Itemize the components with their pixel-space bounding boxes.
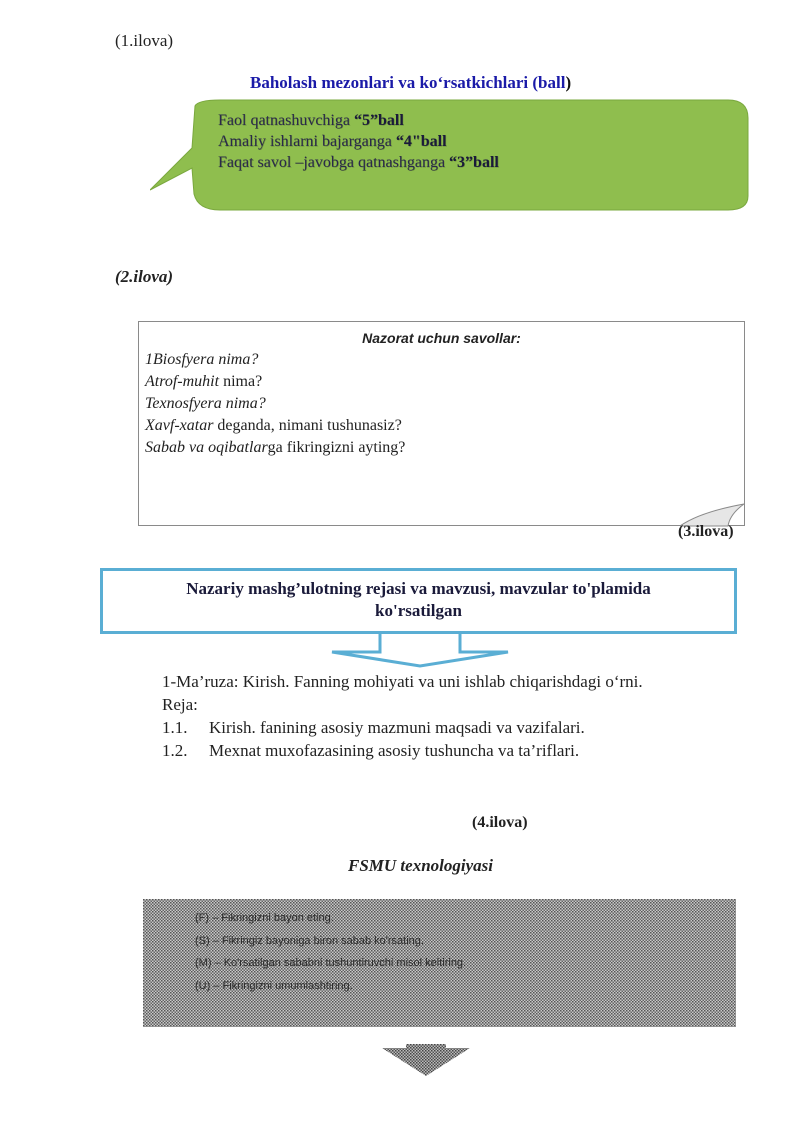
question-item: 1Biosfyera nima?	[145, 351, 259, 368]
appendix-3-label: (3.ilova)	[678, 523, 734, 540]
fsmu-steps	[195, 907, 466, 997]
down-arrow-icon	[330, 632, 510, 668]
fsmu-step: (M) – Ko'rsatilgan sababni tushuntiruvchi misol keltiring.	[195, 957, 467, 969]
criteria-list	[218, 110, 499, 173]
question-item: Atrof-muhit nima?	[145, 373, 263, 390]
criteria-item: Amaliy ishlarni bajarganga “4"ball	[218, 133, 447, 150]
fsmu-step: (S) – Fikringiz bayoniga biron sabab ko'rsating.	[195, 934, 424, 947]
criteria-title-text: Baholash mezonlari va ko‘rsatkichlari (ball	[250, 73, 566, 92]
fsmu-down-arrow-icon	[380, 1044, 472, 1078]
questions-list	[145, 349, 405, 459]
plan-box-title: Nazariy mashg’ulotning rejasi va mavzusi, mavzular to'plamida ko'rsatilgan	[186, 579, 651, 620]
appendix-4-label: (4.ilova)	[472, 814, 528, 831]
plan-label: Reja:	[162, 695, 198, 714]
criteria-title	[250, 73, 571, 93]
question-item: Xavf-xatar deganda, nimani tushunasiz?	[145, 417, 402, 434]
criteria-item: Faol qatnashuvchiga “5”ball	[218, 112, 404, 129]
appendix-1-label: (1.ilova)	[115, 31, 174, 50]
lecture-plan	[162, 670, 643, 762]
criteria-title-paren: )	[565, 73, 572, 92]
question-item: Texnosfyera nima?	[145, 395, 266, 412]
fsmu-step: (U) – Fikringizni umumlashtiring.	[195, 979, 353, 992]
lecture-title: 1-Ma’ruza: Kirish. Fanning mohiyati va uni ishlab chiqarishdagi o‘rni.	[162, 672, 643, 691]
criteria-item: Faqat savol –javobga qatnashganga “3”ball	[218, 154, 499, 171]
appendix-2-label: (2.ilova)	[115, 267, 174, 286]
fsmu-step: (F) – Fikringizni bayon eting.	[195, 912, 334, 924]
question-item: Sabab va oqibatlarga fikringizni ayting?	[145, 439, 406, 456]
fsmu-title: FSMU texnologiyasi	[348, 856, 493, 875]
plan-item: 1.1. Kirish. fanining asosiy mazmuni maqsadi va vazifalari.	[162, 718, 585, 737]
questions-title: Nazorat uchun savollar:	[362, 330, 521, 346]
plan-item: 1.2. Mexnat muxofazasining asosiy tushuncha va ta’riflari.	[162, 741, 580, 760]
